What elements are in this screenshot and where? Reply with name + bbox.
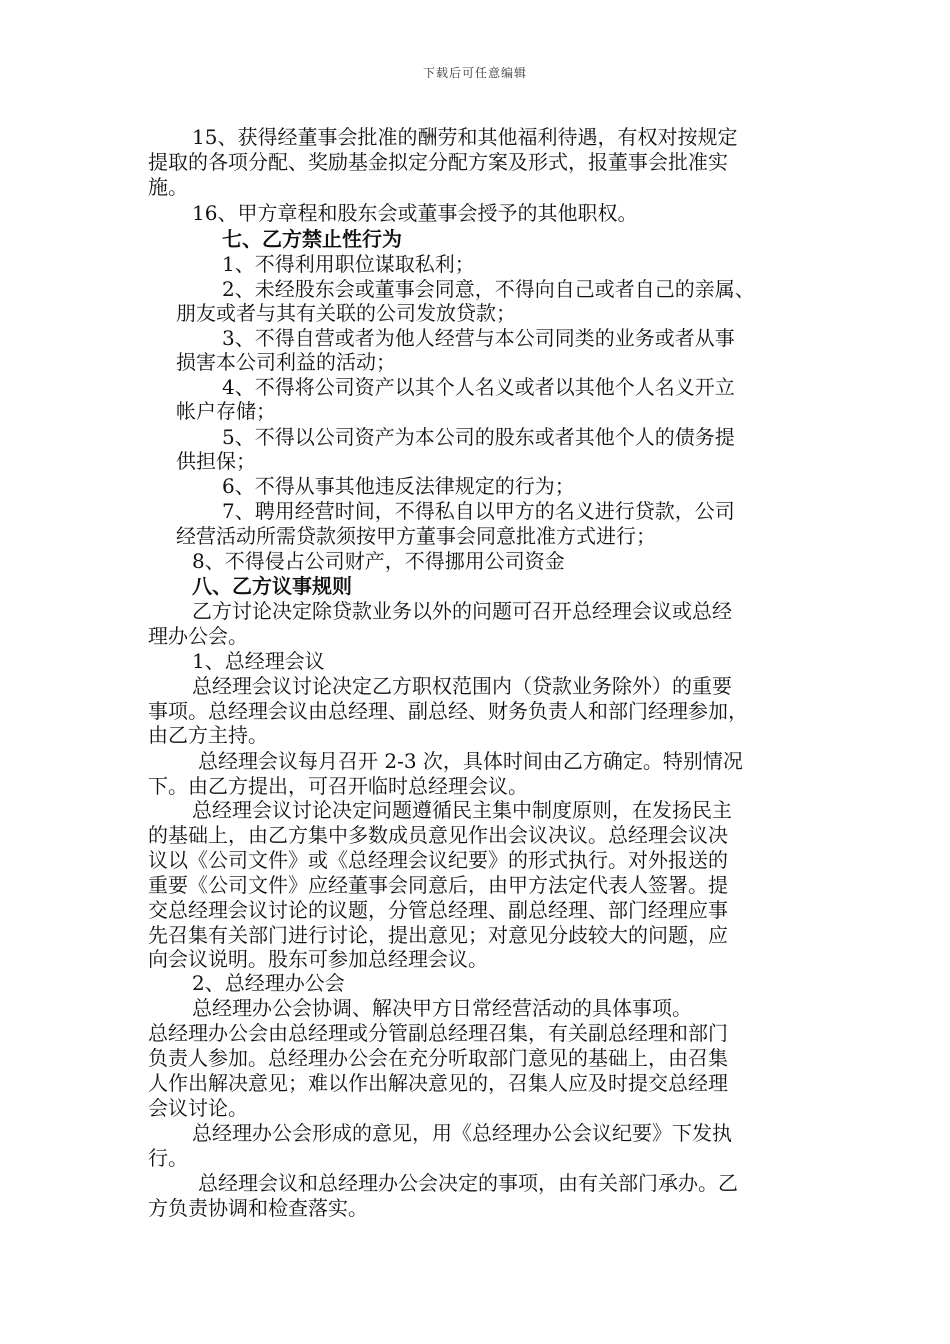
text-line: 5、不得以公司资产为本公司的股东或者其他个人的债务提 (222, 425, 735, 449)
text-line: 2、未经股东会或董事会同意，不得向自己或者自己的亲属、 (222, 277, 755, 301)
text-line: 8、不得侵占公司财产，不得挪用公司资金 (192, 549, 565, 573)
text-line: 议以《公司文件》或《总经理会议纪要》的形式执行。对外报送的 (148, 848, 728, 872)
text-line: 16、甲方章程和股东会或董事会授予的其他职权。 (192, 201, 638, 225)
text-line: 经营活动所需贷款须按甲方董事会同意批准方式进行； (176, 524, 656, 548)
text-line: 2、总经理办公会 (192, 971, 345, 995)
text-line: 4、不得将公司资产以其个人名义或者以其他个人名义开立 (222, 375, 735, 399)
text-line: 交总经理会议讨论的议题，分管总经理、副总经理、部门经理应事 (148, 898, 728, 922)
text-line: 总经理办公会协调、解决甲方日常经营活动的具体事项。 (192, 996, 692, 1020)
section-heading-7: 七、乙方禁止性行为 (222, 227, 402, 251)
text-line: 6、不得从事其他违反法律规定的行为； (222, 474, 575, 498)
text-line: 7、聘用经营时间，不得私自以甲方的名义进行贷款，公司 (222, 499, 735, 523)
document-header-note: 下载后可任意编辑 (422, 66, 527, 80)
text-line: 朋友或者与其有关联的公司发放贷款； (176, 301, 516, 325)
text-line: 先召集有关部门进行讨论，提出意见；对意见分歧较大的问题，应 (148, 923, 728, 947)
text-line: 下。由乙方提出，可召开临时总经理会议。 (148, 774, 528, 798)
text-line: 乙方讨论决定除贷款业务以外的问题可召开总经理会议或总经 (192, 599, 732, 623)
text-line: 由乙方主持。 (148, 723, 268, 747)
text-line: 总经理会议和总经理办公会决定的事项，由有关部门承办。乙 (198, 1171, 738, 1195)
text-line: 向会议说明。股东可参加总经理会议。 (148, 947, 488, 971)
section-heading-8: 八、乙方议事规则 (192, 574, 352, 598)
text-line: 总经理会议讨论决定问题遵循民主集中制度原则，在发扬民主 (192, 798, 732, 822)
text-line: 的基础上，由乙方集中多数成员意见作出会议决议。总经理会议决 (148, 823, 728, 847)
text-line: 损害本公司利益的活动； (176, 350, 396, 374)
text-line: 重要《公司文件》应经董事会同意后，由甲方法定代表人签署。提 (148, 873, 728, 897)
text-line: 理办公会。 (148, 624, 248, 648)
text-line: 供担保； (176, 449, 256, 473)
text-line: 总经理办公会由总经理或分管副总经理召集，有关副总经理和部门 (148, 1021, 728, 1045)
text-line: 1、总经理会议 (192, 649, 325, 673)
text-line: 总经理会议每月召开 2-3 次，具体时间由乙方确定。特别情况 (198, 749, 743, 773)
text-line: 提取的各项分配、奖励基金拟定分配方案及形式，报董事会批准实 (148, 150, 728, 174)
text-line: 负责人参加。总经理办公会在充分听取部门意见的基础上，由召集 (148, 1046, 728, 1070)
text-line: 施。 (148, 175, 188, 199)
text-line: 会议讨论。 (148, 1096, 248, 1120)
text-line: 帐户存储； (176, 399, 276, 423)
text-line: 1、不得利用职位谋取私利； (222, 252, 475, 276)
text-line: 事项。总经理会议由总经理、副总经、财务负责人和部门经理参加， (148, 699, 748, 723)
text-line: 方负责协调和检查落实。 (148, 1196, 368, 1220)
text-line: 行。 (148, 1146, 188, 1170)
text-line: 总经理会议讨论决定乙方职权范围内（贷款业务除外）的重要 (192, 674, 732, 698)
text-line: 总经理办公会形成的意见，用《总经理办公会议纪要》下发执 (192, 1121, 732, 1145)
text-line: 3、不得自营或者为他人经营与本公司同类的业务或者从事 (222, 326, 735, 350)
text-line: 人作出解决意见；难以作出解决意见的，召集人应及时提交总经理 (148, 1071, 728, 1095)
text-line: 15、获得经董事会批准的酬劳和其他福利待遇，有权对按规定 (192, 125, 738, 149)
